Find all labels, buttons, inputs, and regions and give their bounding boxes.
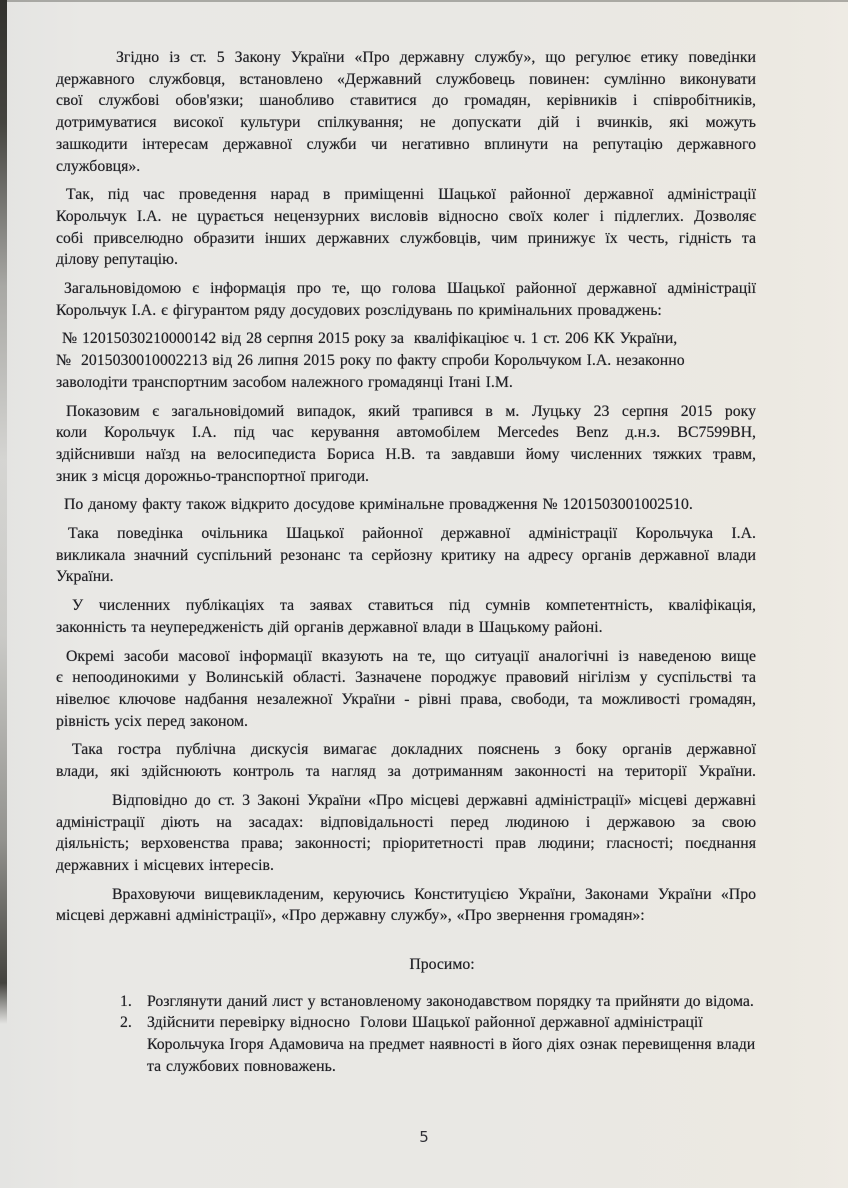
paragraph-line: Так, під час проведення нарад в приміщенні Шацької районної державної адміністрації: [66, 186, 756, 204]
paragraph-line: рівність усіх перед законом.: [56, 712, 248, 730]
paragraph: [56, 790, 756, 877]
paragraph: [56, 494, 756, 516]
paragraph-line: Відповідно до ст. 3 Законі України «Про місцеві державні адміністрації» місцеві державні: [112, 791, 756, 809]
list-item: [120, 1012, 756, 1077]
paragraph-line: Така поведінка очільника Шацької районної державної адміністрації Корольчука І.А.: [68, 525, 756, 543]
list-item-text: [147, 1012, 756, 1077]
request-heading: Просимо:: [409, 956, 475, 974]
paragraph-line: ділову репутацію.: [56, 251, 178, 269]
paragraph-line: № 12015030210000142 від 28 серпня 2015 року за кваліфікаціює ч. 1 ст. 206 КК України,: [62, 330, 678, 348]
paragraph-line: державних і місцевих інтересів.: [56, 856, 274, 874]
paragraph-line: службовця».: [56, 157, 141, 175]
paragraph-line: Показовим є загальновідомий випадок, який трапився в м. Луцьку 23 серпня 2015 року: [66, 402, 756, 420]
paragraph-line: Загальновідомою є інформація про те, що голова Шацької районної державної адміністрації: [64, 280, 756, 298]
paragraph: [56, 47, 756, 177]
paragraph-line: коли Корольчук І.А. під час керування автомобілем Mercedes Benz д.н.з. ВС7599ВН,: [56, 424, 756, 442]
paragraph-line: України.: [56, 568, 114, 586]
paragraph-line: Така гостра публічна дискусія вимагає докладних пояснень з боку органів державної: [72, 741, 756, 759]
paragraph-line: № 2015030010002213 від 26 липня 2015 року по факту спроби Корольчуком І.А. незаконно: [56, 352, 685, 370]
page-number: 5: [419, 1128, 429, 1146]
paragraph: [56, 184, 756, 271]
paragraph: [56, 523, 756, 588]
list-item-number: 1.: [120, 992, 132, 1010]
list-item-line: та службових повноважень.: [147, 1057, 336, 1075]
paragraph-line: Окремі засоби масової інформації вказують на те, що ситуації аналогічні із наведеною вище: [66, 647, 756, 665]
paragraph: [56, 646, 756, 733]
paragraph-line: У численних публікаціях та заявах ставиться під сумнів компетентність, кваліфікація,: [72, 597, 756, 615]
list-item-line: Розглянути даний лист у встановленому законодавством порядку та прийняти до відома.: [147, 992, 754, 1010]
paragraph: [56, 278, 756, 321]
paragraph: [56, 739, 756, 782]
paragraph-line: свої службові обов'язки; шанобливо ставитися до громадян, керівників і співробітників,: [56, 92, 756, 110]
paragraph-line: Корольчук І.А. не цурається нецензурних висловів відносно своїх колег і підлеглих. Дозволяє: [56, 207, 756, 225]
paragraph: [56, 328, 756, 393]
paragraph-line: діяльність; верховенства права; законності; пріоритетності прав людини; гласності; поєднання: [56, 835, 756, 853]
paragraph-line: є непоодинокими у Волинській області. Зазначене породжує правовий нігілізм у суспільстві та: [56, 669, 756, 687]
paragraph-line: дотримуватися високої культури спілкування; не допускати дій і вчинків, які можуть: [56, 114, 756, 132]
paragraph: [56, 595, 756, 638]
paragraph-line: Враховуючи вищевикладеним, керуючись Конституцією України, Законами України «Про: [112, 885, 756, 903]
paragraph-line: адміністрації діють на засадах: відповідальності перед людиною і державою за свою: [56, 813, 756, 831]
paragraph-line: заволодіти транспортним засобом належного громадянці Ітані І.М.: [56, 373, 513, 391]
paragraph-line: По даному факту також відкрито досудове кримінальне провадження № 1201503001002510.: [64, 496, 693, 514]
scan-edge-top-artifact: [0, 0, 848, 2]
paragraph-line: законність та неупередженість дій органів державної влади в Шацькому районі.: [56, 618, 603, 636]
paragraph-line: нівелює ключове надбання незалежної України - рівні права, свободи, та можливості громадян,: [56, 690, 756, 708]
paragraph-line: влади, які здійснюють контроль та нагляд за дотриманням законності на території України.: [56, 763, 756, 781]
paragraph: [56, 884, 756, 927]
paragraph: [56, 401, 756, 488]
paragraph-line: здійснивши наїзд на велосипедиста Бориса Н.В. та завдавши йому численних тяжких травм,: [56, 445, 756, 463]
list-item: [120, 991, 756, 1013]
paragraph-line: Згідно із ст. 5 Закону України «Про державну службу», що регулює етику поведінки: [116, 49, 756, 66]
list-item-line: Здійснити перевірку відносно Голови Шацької районної державної адміністрації: [147, 1014, 703, 1032]
request-list: [56, 991, 756, 1078]
paragraph-line: зашкодити інтересам державної служби чи негативно вплинути на репутацію державного: [56, 135, 756, 153]
paragraph-line: державного службовця, встановлено «Державний службовець повинен: сумлінно виконувати: [56, 70, 756, 88]
paragraph-line: місцеві державні адміністрації», «Про державну службу», «Про звернення громадян»:: [56, 907, 645, 925]
paragraph-line: викликала значний суспільний резонанс та серйозну критику на адресу органів державної влади: [56, 546, 756, 564]
list-item-line: Корольчука Ігоря Адамовича на предмет наявності в його діях ознак перевищення влади: [147, 1036, 756, 1054]
document-blocks: [56, 47, 756, 1078]
paragraph-line: собі привселюдно образити інших державних службовців, чим принижує їх честь, гідність та: [56, 229, 756, 247]
paragraph-line: Корольчук І.А. є фігурантом ряду досудових розслідувань по кримінальних проваджень:: [56, 301, 662, 319]
list-item-text: [147, 991, 756, 1013]
scan-edge-left-artifact: [0, 0, 7, 1024]
paragraph-line: зник з місця дорожньо-транспортної пригоди.: [56, 467, 369, 485]
list-item-number: 2.: [120, 1014, 132, 1032]
